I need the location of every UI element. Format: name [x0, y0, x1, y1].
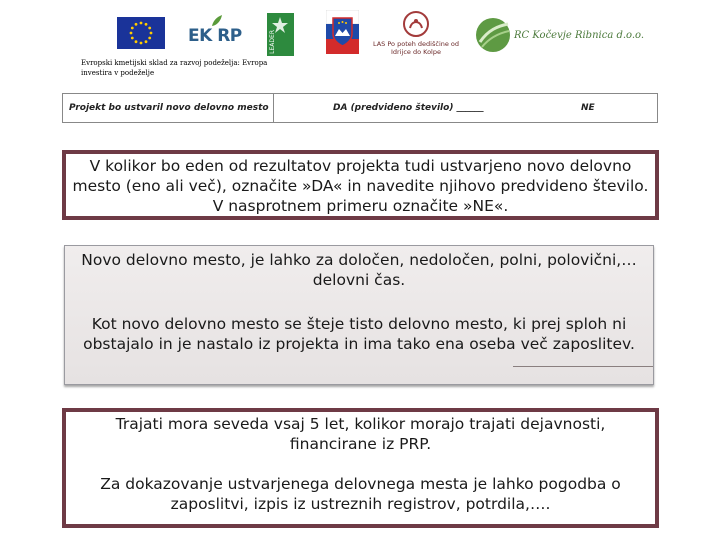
- slovenia-coat-of-arms: [326, 10, 359, 54]
- answer-no-field[interactable]: NE: [581, 103, 595, 113]
- answer-yes-field[interactable]: DA (predvideno število) ______: [333, 103, 484, 113]
- rc-globe-icon: [474, 16, 512, 54]
- leader-logo-text: LEADER: [269, 30, 276, 54]
- definition-paragraph-1: Novo delovno mesto, je lahko za določen, nedoločen, polni, polovični,… delovni čas.: [81, 251, 637, 289]
- definition-paragraph-2: Kot novo delovno mesto se šteje tisto delovno mesto, ki prej sploh ni obstajalo in je nastalo iz projekta in ima tako ena oseba več zaposlitev.: [83, 315, 635, 353]
- rc-logo-text: RC Kočevje Ribnica d.o.o.: [514, 30, 645, 41]
- rc-kocevje-logo: [474, 14, 645, 58]
- funding-statement: Evropski kmetijski sklad za razvoj podeželja: Evropa investira v podeželje: [81, 59, 268, 77]
- instruction-box: [62, 150, 659, 220]
- table-divider: [273, 94, 274, 122]
- leader-logo: [267, 13, 294, 56]
- eu-flag-logo: [117, 17, 165, 49]
- question-label: Projekt bo ustvaril novo delovno mesto: [69, 103, 269, 113]
- requirements-paragraph-1: Trajati mora seveda vsaj 5 let, kolikor morajo trajati dejavnosti, financirane iz PRP.: [115, 415, 606, 453]
- job-creation-question-table: [62, 93, 658, 123]
- las-emblem-icon: [402, 10, 430, 38]
- definition-box: [64, 245, 654, 385]
- ekrp-logo-text: EK RP: [188, 26, 242, 46]
- ekrp-logo: [188, 14, 244, 54]
- requirements-paragraph-2: Za dokazovanje ustvarjenega delovnega mesta je lahko pogodba o zaposlitvi, izpis iz ustreznih registrov, potrdila,….: [100, 475, 621, 513]
- las-logo: [372, 10, 460, 60]
- decorative-line: [513, 366, 653, 367]
- requirements-box: [62, 408, 659, 528]
- las-logo-text: LAS Po poteh dediščine od Idrijce do Kolpe: [372, 40, 460, 56]
- instruction-text: V kolikor bo eden od rezultatov projekta tudi ustvarjeno novo delovno mesto (eno ali več), označite »DA« in navedite njihovo predvideno število. V nasprotnem primeru označite »NE«.: [72, 157, 649, 215]
